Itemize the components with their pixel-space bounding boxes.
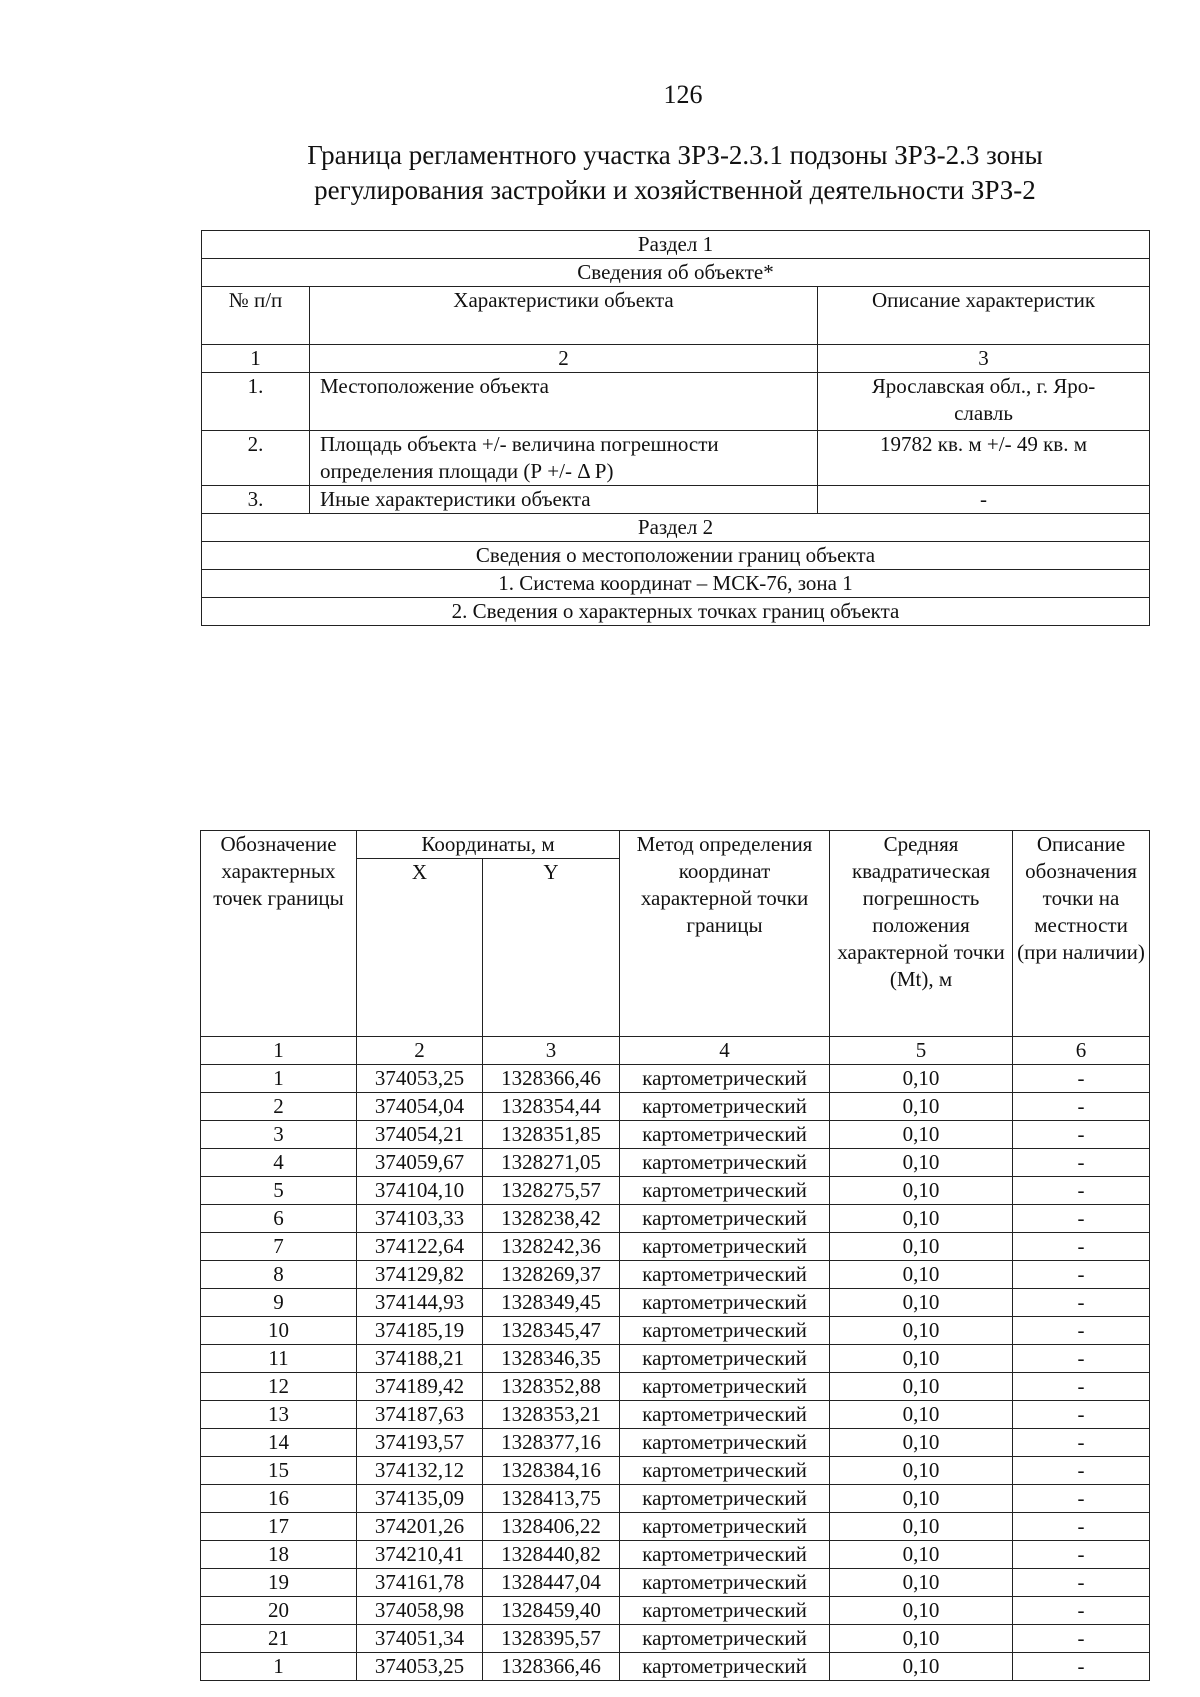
section1-heading: Раздел 1 — [202, 231, 1150, 259]
point-x: 374144,93 — [357, 1289, 483, 1317]
column-header-num: № п/п — [202, 287, 310, 345]
point-number: 15 — [201, 1457, 357, 1485]
point-number: 8 — [201, 1261, 357, 1289]
point-description: - — [1013, 1569, 1150, 1597]
point-x: 374188,21 — [357, 1345, 483, 1373]
table-row — [201, 1065, 1150, 1093]
point-y: 1328349,45 — [483, 1289, 620, 1317]
point-x: 374054,04 — [357, 1093, 483, 1121]
section1-heading-row — [202, 231, 1150, 259]
point-x: 374129,82 — [357, 1261, 483, 1289]
section2-heading-row — [202, 514, 1150, 542]
section1-table — [201, 230, 1150, 626]
column-header-y: Y — [483, 859, 620, 1037]
point-error: 0,10 — [830, 1345, 1013, 1373]
point-number: 14 — [201, 1429, 357, 1457]
point-number: 5 — [201, 1177, 357, 1205]
point-method: картометрический — [620, 1653, 830, 1681]
point-error: 0,10 — [830, 1317, 1013, 1345]
point-description: - — [1013, 1149, 1150, 1177]
point-y: 1328346,35 — [483, 1345, 620, 1373]
point-y: 1328459,40 — [483, 1597, 620, 1625]
point-error: 0,10 — [830, 1373, 1013, 1401]
point-x: 374210,41 — [357, 1541, 483, 1569]
index-cell: 3 — [818, 345, 1150, 373]
point-method: картометрический — [620, 1093, 830, 1121]
index-cell: 1 — [202, 345, 310, 373]
point-description: - — [1013, 1513, 1150, 1541]
point-x: 374103,33 — [357, 1205, 483, 1233]
points-table — [200, 830, 1150, 1681]
title-line-2: регулирования застройки и хозяйственной деятельности ЗРЗ-2 — [314, 175, 1036, 205]
points-heading-row — [202, 598, 1150, 626]
point-error: 0,10 — [830, 1429, 1013, 1457]
point-method: картометрический — [620, 1205, 830, 1233]
section2-heading: Раздел 2 — [202, 514, 1150, 542]
row-characteristic: Иные характеристики объекта — [310, 486, 818, 514]
table-row — [202, 431, 1150, 486]
point-description: - — [1013, 1233, 1150, 1261]
table-row — [201, 1233, 1150, 1261]
page-number: 126 — [663, 80, 703, 109]
point-description: - — [1013, 1121, 1150, 1149]
column-header-error: Средняя квадратическая погрешность положения характерной точки (Mt), м — [830, 831, 1013, 1037]
point-x: 374189,42 — [357, 1373, 483, 1401]
point-number: 4 — [201, 1149, 357, 1177]
point-number: 17 — [201, 1513, 357, 1541]
point-method: картометрический — [620, 1177, 830, 1205]
point-description: - — [1013, 1289, 1150, 1317]
coord-system: 1. Система координат – МСК-76, зона 1 — [202, 570, 1150, 598]
row-description — [818, 373, 1150, 431]
point-error: 0,10 — [830, 1625, 1013, 1653]
point-y: 1328366,46 — [483, 1065, 620, 1093]
row-description: - — [818, 486, 1150, 514]
point-y: 1328242,36 — [483, 1233, 620, 1261]
point-y: 1328353,21 — [483, 1401, 620, 1429]
column-header-description: Описание характеристик — [818, 287, 1150, 345]
section1-subheading-row — [202, 259, 1150, 287]
point-description: - — [1013, 1317, 1150, 1345]
point-error: 0,10 — [830, 1093, 1013, 1121]
row-description-line-1: Ярославская обл., г. Яро- — [871, 374, 1096, 398]
point-error: 0,10 — [830, 1653, 1013, 1681]
table-row — [201, 1373, 1150, 1401]
point-x: 374053,25 — [357, 1065, 483, 1093]
table-row — [201, 1653, 1150, 1681]
table-row — [201, 1177, 1150, 1205]
table-row — [201, 1625, 1150, 1653]
point-method: картометрический — [620, 1065, 830, 1093]
point-y: 1328366,46 — [483, 1653, 620, 1681]
point-y: 1328354,44 — [483, 1093, 620, 1121]
point-method: картометрический — [620, 1121, 830, 1149]
point-description: - — [1013, 1597, 1150, 1625]
point-rows — [201, 1065, 1150, 1681]
point-error: 0,10 — [830, 1121, 1013, 1149]
table-row — [201, 1569, 1150, 1597]
point-x: 374051,34 — [357, 1625, 483, 1653]
point-method: картометрический — [620, 1233, 830, 1261]
point-error: 0,10 — [830, 1513, 1013, 1541]
column-header-description: Описание обозначения точки на местности (при наличии) — [1013, 831, 1150, 1037]
point-x: 374054,21 — [357, 1121, 483, 1149]
point-number: 1 — [201, 1653, 357, 1681]
table-row — [202, 373, 1150, 431]
index-cell: 3 — [483, 1037, 620, 1065]
index-cell: 5 — [830, 1037, 1013, 1065]
point-y: 1328395,57 — [483, 1625, 620, 1653]
point-error: 0,10 — [830, 1205, 1013, 1233]
point-number: 16 — [201, 1485, 357, 1513]
point-y: 1328351,85 — [483, 1121, 620, 1149]
points-header-row-1 — [201, 831, 1150, 859]
point-error: 0,10 — [830, 1457, 1013, 1485]
point-method: картометрический — [620, 1457, 830, 1485]
table-row — [201, 1205, 1150, 1233]
point-x: 374053,25 — [357, 1653, 483, 1681]
point-x: 374201,26 — [357, 1513, 483, 1541]
index-cell: 2 — [357, 1037, 483, 1065]
table-row — [201, 1261, 1150, 1289]
point-description: - — [1013, 1205, 1150, 1233]
point-y: 1328352,88 — [483, 1373, 620, 1401]
column-header-characteristic: Характеристики объекта — [310, 287, 818, 345]
point-y: 1328345,47 — [483, 1317, 620, 1345]
point-error: 0,10 — [830, 1401, 1013, 1429]
point-x: 374187,63 — [357, 1401, 483, 1429]
point-x: 374122,64 — [357, 1233, 483, 1261]
point-y: 1328440,82 — [483, 1541, 620, 1569]
table-row — [201, 1597, 1150, 1625]
point-method: картометрический — [620, 1513, 830, 1541]
section2-subheading-row — [202, 542, 1150, 570]
point-method: картометрический — [620, 1401, 830, 1429]
point-description: - — [1013, 1625, 1150, 1653]
point-error: 0,10 — [830, 1149, 1013, 1177]
table-row — [201, 1093, 1150, 1121]
point-description: - — [1013, 1653, 1150, 1681]
point-method: картометрический — [620, 1149, 830, 1177]
point-error: 0,10 — [830, 1177, 1013, 1205]
column-header-method: Метод определения координат характерной точки границы — [620, 831, 830, 1037]
row-description: 19782 кв. м +/- 49 кв. м — [818, 431, 1150, 486]
point-number: 11 — [201, 1345, 357, 1373]
coord-system-row — [202, 570, 1150, 598]
table-row — [201, 1121, 1150, 1149]
table-row — [201, 1289, 1150, 1317]
point-description: - — [1013, 1345, 1150, 1373]
point-number: 2 — [201, 1093, 357, 1121]
table-row — [201, 1485, 1150, 1513]
point-method: картометрический — [620, 1373, 830, 1401]
points-index-row — [201, 1037, 1150, 1065]
point-number: 18 — [201, 1541, 357, 1569]
table-row — [201, 1429, 1150, 1457]
points-heading: 2. Сведения о характерных точках границ объекта — [202, 598, 1150, 626]
section2-subheading: Сведения о местоположении границ объекта — [202, 542, 1150, 570]
point-description: - — [1013, 1373, 1150, 1401]
point-number: 9 — [201, 1289, 357, 1317]
point-number: 10 — [201, 1317, 357, 1345]
table-row — [201, 1401, 1150, 1429]
table-row — [201, 1457, 1150, 1485]
point-description: - — [1013, 1457, 1150, 1485]
section1-header-row — [202, 287, 1150, 345]
index-cell: 1 — [201, 1037, 357, 1065]
point-y: 1328384,16 — [483, 1457, 620, 1485]
column-header-coords: Координаты, м — [357, 831, 620, 859]
point-method: картометрический — [620, 1317, 830, 1345]
point-number: 12 — [201, 1373, 357, 1401]
point-error: 0,10 — [830, 1541, 1013, 1569]
point-y: 1328238,42 — [483, 1205, 620, 1233]
row-num: 2. — [202, 431, 310, 486]
point-x: 374132,12 — [357, 1457, 483, 1485]
index-cell: 2 — [310, 345, 818, 373]
point-number: 1 — [201, 1065, 357, 1093]
point-description: - — [1013, 1401, 1150, 1429]
index-cell: 6 — [1013, 1037, 1150, 1065]
point-y: 1328406,22 — [483, 1513, 620, 1541]
point-method: картометрический — [620, 1541, 830, 1569]
row-characteristic: Площадь объекта +/- величина погрешности определения площади (Р +/- Δ Р) — [310, 431, 818, 486]
table-row — [201, 1149, 1150, 1177]
point-method: картометрический — [620, 1569, 830, 1597]
table-row — [202, 486, 1150, 514]
point-method: картометрический — [620, 1289, 830, 1317]
column-header-x: X — [357, 859, 483, 1037]
point-y: 1328447,04 — [483, 1569, 620, 1597]
row-num: 1. — [202, 373, 310, 431]
point-x: 374193,57 — [357, 1429, 483, 1457]
table-row — [201, 1541, 1150, 1569]
point-error: 0,10 — [830, 1569, 1013, 1597]
point-error: 0,10 — [830, 1597, 1013, 1625]
point-number: 3 — [201, 1121, 357, 1149]
section1-index-row — [202, 345, 1150, 373]
row-characteristic: Местоположение объекта — [310, 373, 818, 431]
point-method: картометрический — [620, 1597, 830, 1625]
point-x: 374058,98 — [357, 1597, 483, 1625]
table-row — [201, 1345, 1150, 1373]
point-number: 19 — [201, 1569, 357, 1597]
point-description: - — [1013, 1261, 1150, 1289]
point-y: 1328413,75 — [483, 1485, 620, 1513]
point-number: 7 — [201, 1233, 357, 1261]
point-y: 1328377,16 — [483, 1429, 620, 1457]
point-number: 20 — [201, 1597, 357, 1625]
point-y: 1328275,57 — [483, 1177, 620, 1205]
point-x: 374135,09 — [357, 1485, 483, 1513]
point-number: 21 — [201, 1625, 357, 1653]
point-error: 0,10 — [830, 1289, 1013, 1317]
point-x: 374059,67 — [357, 1149, 483, 1177]
point-description: - — [1013, 1065, 1150, 1093]
point-description: - — [1013, 1177, 1150, 1205]
point-method: картометрический — [620, 1429, 830, 1457]
point-number: 6 — [201, 1205, 357, 1233]
point-y: 1328271,05 — [483, 1149, 620, 1177]
point-x: 374161,78 — [357, 1569, 483, 1597]
point-description: - — [1013, 1429, 1150, 1457]
table-row — [201, 1513, 1150, 1541]
row-num: 3. — [202, 486, 310, 514]
point-error: 0,10 — [830, 1261, 1013, 1289]
point-error: 0,10 — [830, 1065, 1013, 1093]
point-method: картометрический — [620, 1625, 830, 1653]
point-method: картометрический — [620, 1345, 830, 1373]
point-description: - — [1013, 1093, 1150, 1121]
point-method: картометрический — [620, 1261, 830, 1289]
point-y: 1328269,37 — [483, 1261, 620, 1289]
point-error: 0,10 — [830, 1485, 1013, 1513]
point-x: 374104,10 — [357, 1177, 483, 1205]
index-cell: 4 — [620, 1037, 830, 1065]
section1-subheading: Сведения об объекте* — [202, 259, 1150, 287]
point-number: 13 — [201, 1401, 357, 1429]
row-description-line-2: славль — [954, 401, 1013, 425]
document-title — [200, 138, 1150, 208]
table-row — [201, 1317, 1150, 1345]
point-description: - — [1013, 1485, 1150, 1513]
column-header-point: Обозначение характерных точек границы — [201, 831, 357, 1037]
point-description: - — [1013, 1541, 1150, 1569]
point-error: 0,10 — [830, 1233, 1013, 1261]
point-x: 374185,19 — [357, 1317, 483, 1345]
point-method: картометрический — [620, 1485, 830, 1513]
title-line-1: Граница регламентного участка ЗРЗ-2.3.1 подзоны ЗРЗ-2.3 зоны — [307, 140, 1043, 170]
